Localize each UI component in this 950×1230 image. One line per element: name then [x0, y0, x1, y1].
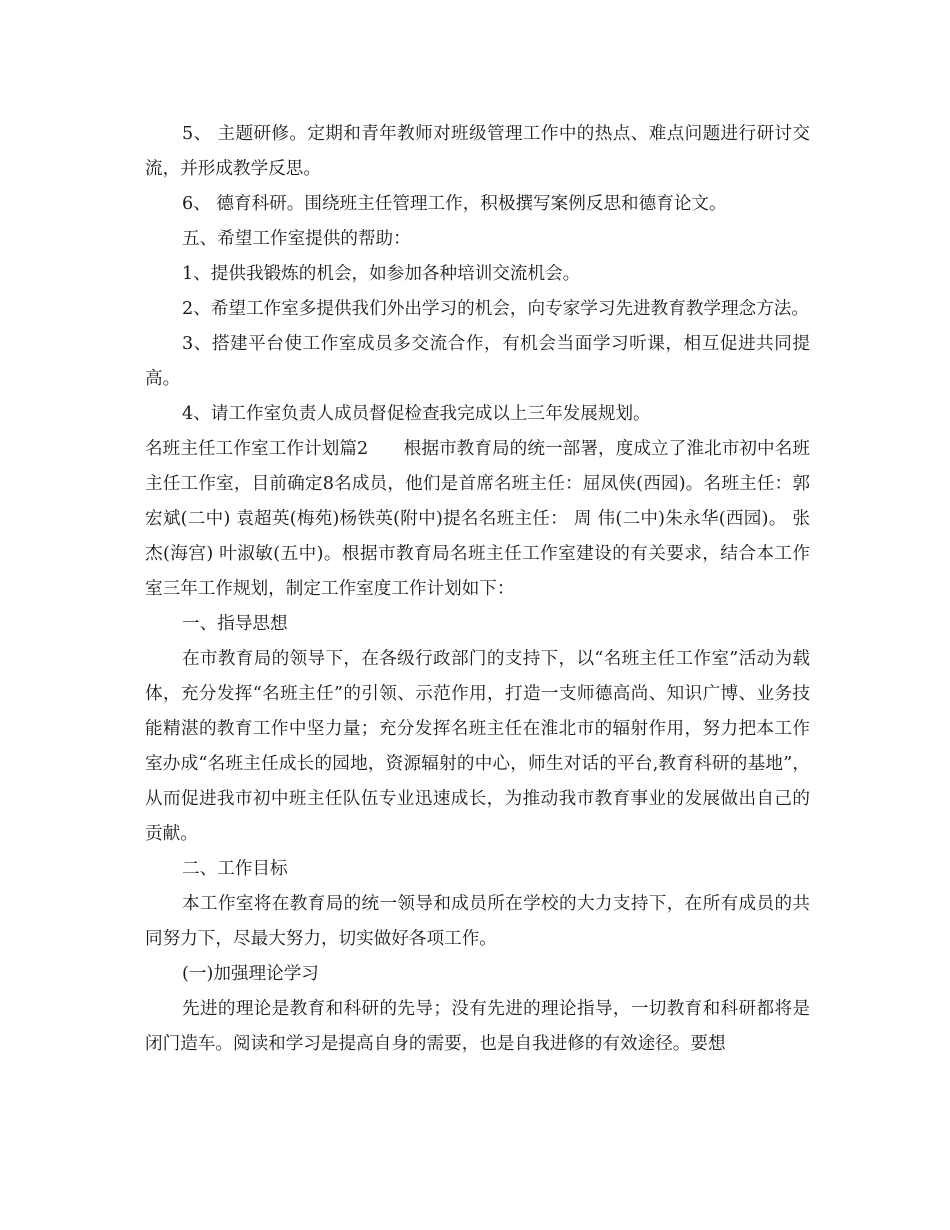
section-heading-guiding-thought: 一、指导思想: [182, 614, 288, 634]
paragraph-help-1: 1、提供我锻炼的机会，如参加各种培训交流机会。: [182, 264, 581, 284]
paragraph-theory-study: 先进的理论是教育和科研的先导；没有先进的理论指导，一切教育和科研都将是闭门造车。阅读和学习是提高自身的需要，也是自我进修的有效途径。要想: [145, 999, 810, 1054]
paragraph-guiding-thought: 在市教育局的领导下，在各级行政部门的支持下，以“名班主任工作室”活动为载体，充分发挥“名班主任”的引领、示范作用，打造一支师德高尚、知识广博、业务技能精湛的教育工作中坚力量；充分发挥名班主任在淮北市的辐射作用，努力把本工作室办成“名班主任成长的园地，资源辐射的中心，师生对话的平台,教育科研的基地”，从而促进我市初中班主任队伍专业迅速成长，为推动我市教育事业的发展做出自己的贡献。: [145, 649, 810, 844]
section-heading-work-goals: 二、工作目标: [182, 859, 288, 879]
paragraph-help-3: 3、搭建平台使工作室成员多交流合作，有机会当面学习听课，相互促进共同提高。: [145, 334, 810, 389]
paragraph-work-goals: 本工作室将在教育局的统一领导和成员所在学校的大力支持下，在所有成员的共同努力下，尽最大努力，切实做好各项工作。: [145, 894, 810, 949]
paragraph-item-6: 6、 德育科研。围绕班主任管理工作，积极撰写案例反思和德育论文。: [182, 194, 727, 214]
paragraph-plan-intro: 名班主任工作室工作计划篇2 根据市教育局的统一部署，度成立了淮北市初中名班主任工作室，目前确定8名成员，他们是首席名班主任：屈凤侠(西园)。名班主任：郭宏斌(二中) 袁超英(梅苑)杨铁英(附中)提名名班主任： 周 伟(二中)朱永华(西园)。 张 杰(海宫) 叶淑敏(五中)。根据市教育局名班主任工作室建设的有关要求，结合本工作室三年工作规划，制定工作室度工作计划如下：: [145, 439, 810, 599]
document-body: [145, 117, 810, 1062]
subheading-theory-study: (一)加强理论学习: [182, 964, 319, 984]
paragraph-help-4: 4、请工作室负责人成员督促检查我完成以上三年发展规划。: [182, 404, 651, 424]
section-heading-help: 五、希望工作室提供的帮助：: [182, 229, 411, 249]
paragraph-item-5: 5、 主题研修。定期和青年教师对班级管理工作中的热点、难点问题进行研讨交流，并形成教学反思。: [145, 124, 810, 179]
paragraph-help-2: 2、希望工作室多提供我们外出学习的机会，向专家学习先进教育教学理念方法。: [182, 299, 809, 319]
